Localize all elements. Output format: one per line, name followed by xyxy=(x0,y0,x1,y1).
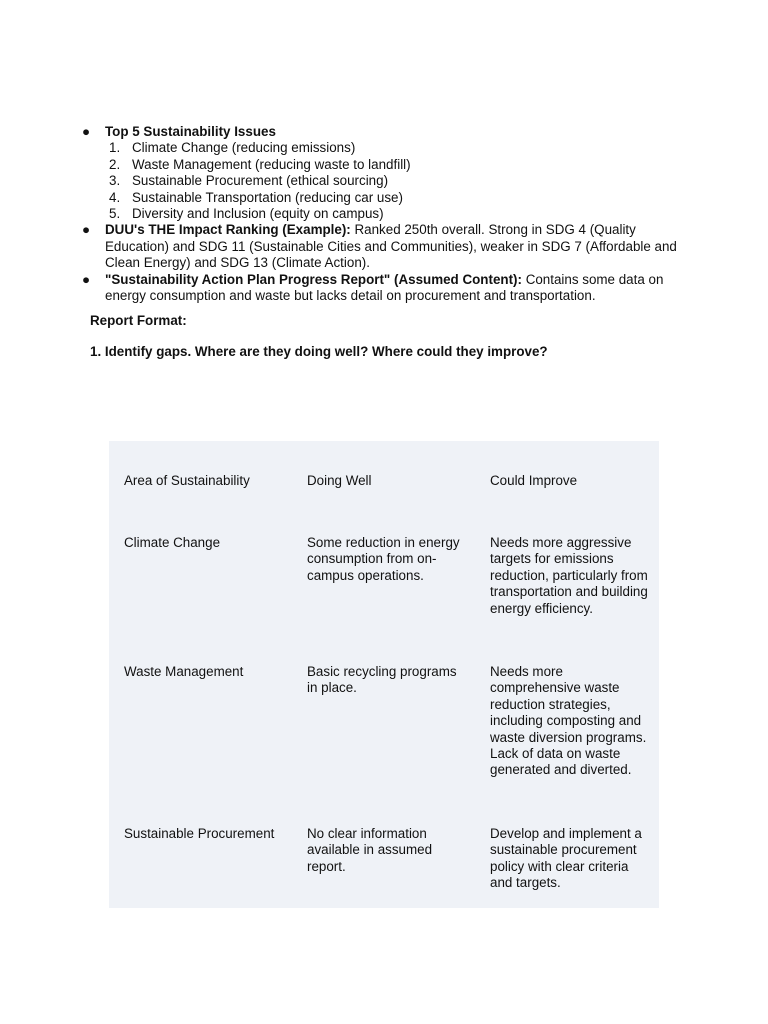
table-cell-could-improve: Needs more comprehensive waste reduction strategies, including composting and waste diversion programs. Lack of data on waste generated and diverted. xyxy=(490,664,647,778)
impact-ranking-label: DUU's THE Impact Ranking (Example): xyxy=(105,222,351,238)
identify-gaps-heading: 1. Identify gaps. Where are they doing well? Where could they improve? xyxy=(90,344,548,359)
impact-ranking-text: Ranked 250th overall. Strong in SDG 4 (Quality Education) and SDG 11 (Sustainable Cities and Communities), weaker in SDG 7 (Affordable and Clean Energy) and SDG 13 (Climate Action). xyxy=(105,222,677,271)
list-item xyxy=(105,206,682,222)
bullet-icon: ● xyxy=(82,124,91,139)
list-item-text: Sustainable Transportation (reducing car use) xyxy=(132,189,403,205)
bullet-item-impact-ranking xyxy=(82,222,682,271)
list-item-text: Diversity and Inclusion (equity on campus) xyxy=(132,206,384,222)
table-header-doing-well: Doing Well xyxy=(307,473,372,488)
progress-report-label: "Sustainability Action Plan Progress Report" (Assumed Content): xyxy=(105,271,522,287)
table-cell-doing-well: Some reduction in energy consumption from on-campus operations. xyxy=(307,535,460,583)
table-header-area: Area of Sustainability xyxy=(124,473,250,488)
list-item xyxy=(105,157,682,173)
gaps-table xyxy=(109,441,659,908)
list-item xyxy=(105,190,682,206)
top-issues-heading: Top 5 Sustainability Issues xyxy=(105,124,276,139)
bullet-item-top-issues xyxy=(82,124,682,222)
table-cell-area: Sustainable Procurement xyxy=(124,826,275,841)
progress-report-text: Contains some data on energy consumption and waste but lacks detail on procurement and transportation. xyxy=(105,271,664,304)
issues-bullet-list xyxy=(82,124,682,304)
table-header-could-improve: Could Improve xyxy=(490,473,578,488)
table-cell-could-improve: Develop and implement a sustainable procurement policy with clear criteria and targets. xyxy=(490,826,642,891)
list-item-text: Waste Management (reducing waste to landfill) xyxy=(132,156,411,172)
list-item-text: Sustainable Procurement (ethical sourcing) xyxy=(132,173,389,189)
table-cell-doing-well: Basic recycling programs in place. xyxy=(307,664,457,696)
list-number: 4. xyxy=(109,189,121,205)
top-issues-numbered-list xyxy=(105,140,682,222)
list-item xyxy=(105,140,682,156)
table-cell-area: Climate Change xyxy=(124,535,221,550)
list-number: 5. xyxy=(109,206,121,222)
table-cell-doing-well: No clear information available in assumed report. xyxy=(307,826,433,874)
bullet-item-progress-report xyxy=(82,272,682,305)
list-number: 2. xyxy=(109,156,121,172)
bullet-icon: ● xyxy=(82,271,91,287)
list-item-text: Climate Change (reducing emissions) xyxy=(132,140,356,156)
table-cell-area: Waste Management xyxy=(124,664,244,679)
report-format-heading: Report Format: xyxy=(90,313,187,328)
list-number: 1. xyxy=(109,140,121,156)
bullet-icon: ● xyxy=(82,222,91,238)
list-item xyxy=(105,173,682,189)
list-number: 3. xyxy=(109,173,121,189)
table-cell-could-improve: Needs more aggressive targets for emissions reduction, particularly from transportation and building energy efficiency. xyxy=(490,535,648,616)
